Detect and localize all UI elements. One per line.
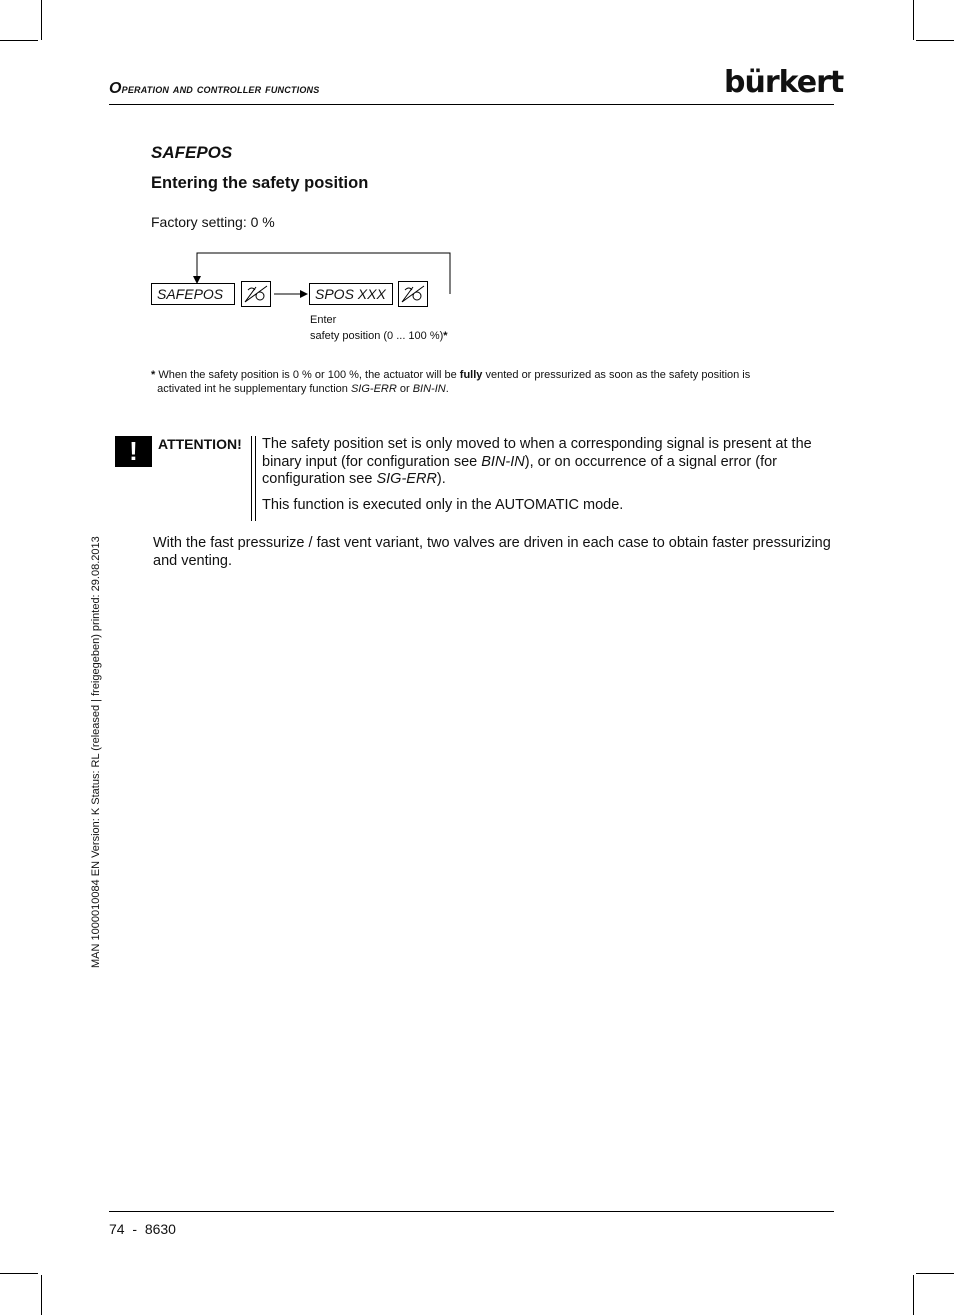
burkert-logo: bürkert bbox=[724, 65, 844, 100]
crop-mark bbox=[41, 1275, 42, 1315]
attention-label: ATTENTION! bbox=[158, 436, 242, 452]
crop-mark bbox=[41, 0, 42, 40]
footer-rule bbox=[109, 1211, 834, 1212]
diagram-caption: Enter safety position (0 ... 100 %)* bbox=[310, 314, 448, 342]
hand-key-icon bbox=[398, 281, 428, 307]
safepos-menu-box: SAFEPOS bbox=[151, 283, 235, 305]
page-footer: 74 - 8630 bbox=[109, 1221, 176, 1237]
flow-arrowhead bbox=[300, 290, 308, 298]
crop-mark bbox=[916, 1273, 954, 1274]
crop-mark bbox=[0, 1273, 38, 1274]
document-status-note: MAN 1000010084 EN Version: K Status: RL (released | freigegeben) printed: 29.08.2013 bbox=[90, 536, 102, 968]
footnote: * When the safety position is 0 % or 100 %, the actuator will be fully vented or pressurized as soon as the safety position is activated int he supplementary function SIG-ERR or BIN-IN. bbox=[151, 369, 751, 395]
body-paragraph: With the fast pressurize / fast vent variant, two valves are driven in each case to obtain faster pressurizing and venting. bbox=[153, 535, 831, 569]
factory-setting: Factory setting: 0 % bbox=[151, 214, 275, 230]
warning-icon: ! bbox=[115, 436, 152, 467]
hand-key-icon bbox=[241, 281, 271, 307]
crop-mark bbox=[0, 40, 38, 41]
header-rule bbox=[109, 104, 834, 105]
attention-text: The safety position set is only moved to when a corresponding signal is present at the binary input (for configuration see BIN-IN), or on occurrence of a signal error (for configuration see SIG-ERR). This function is executed only in the AUTOMATIC mode. bbox=[262, 436, 812, 513]
divider bbox=[255, 436, 256, 521]
divider bbox=[251, 436, 252, 521]
section-title: SAFEPOS bbox=[151, 143, 233, 162]
crop-mark bbox=[916, 40, 954, 41]
crop-mark bbox=[913, 0, 914, 40]
crop-mark bbox=[913, 1275, 914, 1315]
chapter-title: Operation and controller functions bbox=[109, 80, 320, 97]
spos-menu-box: SPOS XXX bbox=[309, 283, 393, 305]
subsection-title: Entering the safety position bbox=[151, 174, 369, 192]
